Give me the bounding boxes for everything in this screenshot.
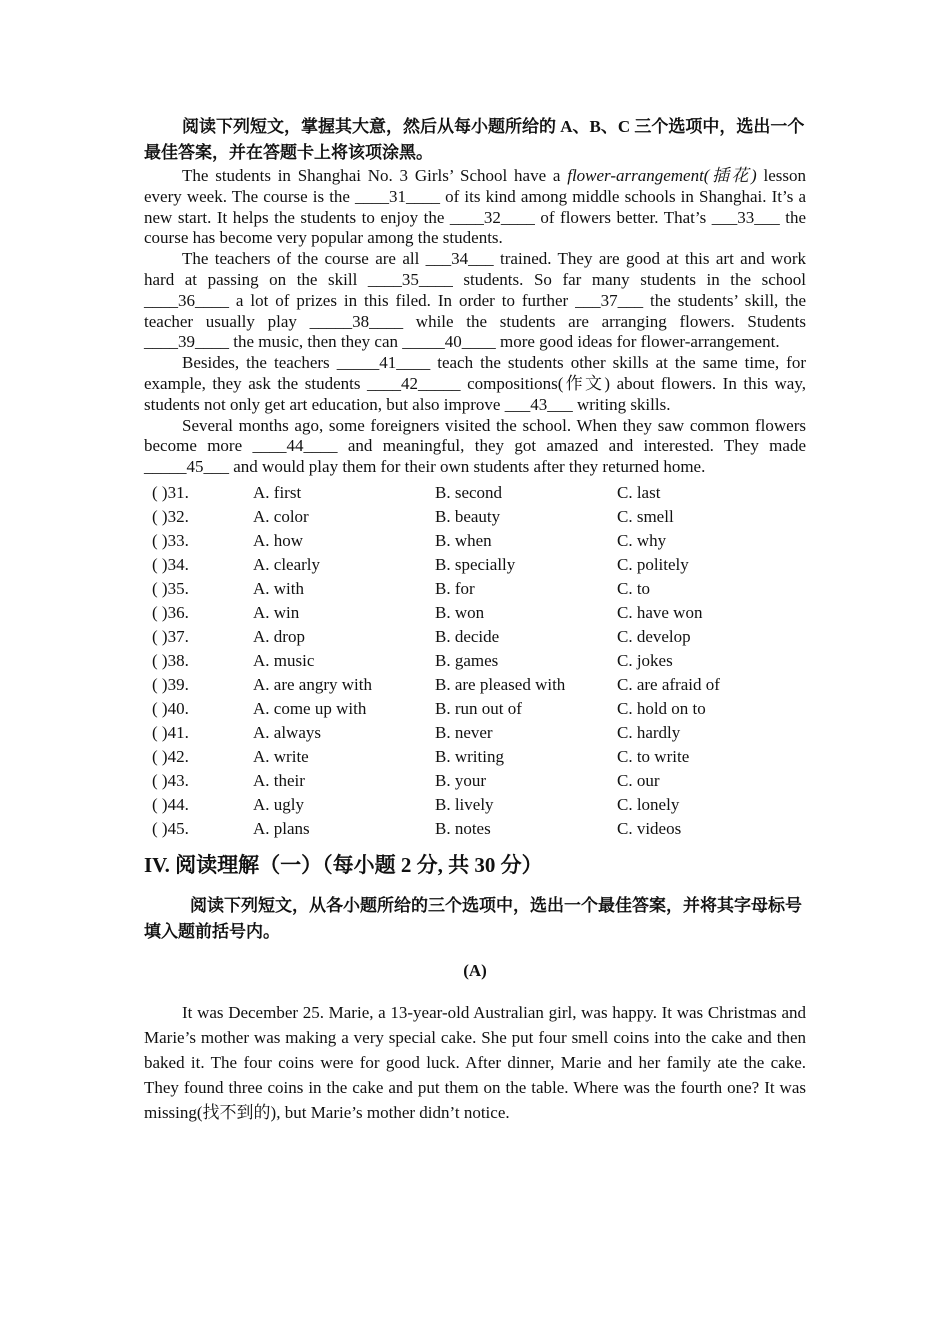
cloze-paragraph-1 — [144, 166, 806, 249]
document-page — [144, 114, 806, 1125]
cloze-paragraph-1-rest: lesson every week. The course is the ____31____ of its kind among middle schools in Shanghai. It’s a new start. It helps the students to enjoy the ____32____ of flowers better. That’s ___33___ the course has become very popular among the students. — [144, 166, 806, 248]
option-b: B. never — [435, 722, 493, 742]
option-row — [144, 553, 806, 577]
option-a: A. color — [253, 506, 309, 526]
passage-a-text: It was December 25. Marie, a 13-year-old Australian girl, was happy. It was Christmas and Marie’s mother was making a very special cake. She put four smell coins into the cake and then baked it. The four coins were for good luck. After dinner, Marie and her family ate the cake. They found three coins in the cake and put them on the table. Where was the fourth one? It was missing(找不到的), but Marie’s mother didn’t notice. — [144, 1002, 806, 1122]
option-row — [144, 673, 806, 697]
option-row — [144, 745, 806, 769]
option-a: A. always — [253, 722, 321, 742]
question-number: ( )35. — [152, 578, 189, 598]
cloze-paragraph-2: The teachers of the course are all ___34___ trained. They are good at this art and work hard at passing on the skill ____35____ students. So far many students in the school ____36____ a lot of prizes in this filed. In order to further ___37___ the students’ skill, the teacher usually play _____38____ while the students are arranging flowers. Students ____39____ the music, then they can _____40____ more good ideas for flower-arrangement. — [144, 249, 806, 352]
option-c: C. have won — [617, 602, 703, 622]
option-b: B. notes — [435, 818, 491, 838]
question-number: ( )37. — [152, 626, 189, 646]
option-b: B. second — [435, 482, 503, 502]
option-row — [144, 817, 806, 841]
option-c: C. develop — [617, 626, 691, 646]
option-b: B. are pleased with — [435, 674, 566, 694]
option-row — [144, 649, 806, 673]
option-a: A. how — [253, 530, 304, 550]
question-number: ( )34. — [152, 554, 189, 574]
option-b: B. lively — [435, 794, 494, 814]
option-b: B. when — [435, 530, 492, 550]
question-number: ( )42. — [152, 746, 189, 766]
option-row — [144, 481, 806, 505]
option-row — [144, 721, 806, 745]
option-b: B. specially — [435, 554, 516, 574]
question-number: ( )39. — [152, 674, 189, 694]
question-number: ( )40. — [152, 698, 189, 718]
question-number: ( )38. — [152, 650, 189, 670]
option-c: C. are afraid of — [617, 674, 720, 694]
cloze-instructions: 阅读下列短文，掌握其大意，然后从每小题所给的 A、B、C 三个选项中，选出一个最佳答案，并在答题卡上将该项涂黑。 — [144, 117, 805, 162]
option-a: A. clearly — [253, 554, 321, 574]
option-c: C. to — [617, 578, 651, 598]
option-b: B. games — [435, 650, 499, 670]
question-number: ( )41. — [152, 722, 189, 742]
option-c: C. videos — [617, 818, 682, 838]
option-b: B. decide — [435, 626, 500, 646]
option-c: C. smell — [617, 506, 674, 526]
option-a: A. are angry with — [253, 674, 372, 694]
option-c: C. to write — [617, 746, 690, 766]
option-c: C. hardly — [617, 722, 681, 742]
option-a: A. come up with — [253, 698, 367, 718]
question-number: ( )36. — [152, 602, 189, 622]
question-number: ( )45. — [152, 818, 189, 838]
option-row — [144, 505, 806, 529]
question-number: ( )43. — [152, 770, 189, 790]
cloze-paragraph-1-start: The students in Shanghai No. 3 Girls’ School have a — [182, 166, 568, 185]
option-row — [144, 601, 806, 625]
option-b: B. your — [435, 770, 486, 790]
option-row — [144, 769, 806, 793]
section-4-title: IV. 阅读理解（一）（每小题 2 分, 共 30 分） — [144, 852, 543, 877]
option-b: B. won — [435, 602, 485, 622]
option-row — [144, 529, 806, 553]
question-number: ( )44. — [152, 794, 189, 814]
option-row — [144, 793, 806, 817]
option-c: C. jokes — [617, 650, 673, 670]
option-c: C. politely — [617, 554, 689, 574]
option-c: C. lonely — [617, 794, 680, 814]
option-a: A. win — [253, 602, 300, 622]
option-a: A. plans — [253, 818, 310, 838]
option-a: A. their — [253, 770, 305, 790]
option-row — [144, 697, 806, 721]
passage-a-label: (A) — [463, 960, 487, 980]
option-c: C. our — [617, 770, 660, 790]
question-number: ( )32. — [152, 506, 189, 526]
option-row — [144, 625, 806, 649]
flower-arrangement-term: flower-arrangement(插花) — [567, 166, 757, 185]
option-a: A. music — [253, 650, 315, 670]
cloze-options-list — [144, 481, 806, 841]
cloze-paragraph-4: Several months ago, some foreigners visited the school. When they saw common flowers become more ____44____ and meaningful, they got amazed and interested. They made _____45___ and would play them for their own students after they returned home. — [144, 415, 806, 477]
option-row — [144, 577, 806, 601]
question-number: ( )31. — [152, 482, 189, 502]
option-c: C. last — [617, 482, 661, 502]
option-a: A. first — [253, 482, 302, 502]
option-c: C. why — [617, 530, 667, 550]
option-a: A. with — [253, 578, 304, 598]
option-a: A. write — [253, 746, 309, 766]
option-b: B. run out of — [435, 698, 522, 718]
option-b: B. for — [435, 578, 475, 598]
cloze-paragraph-3: Besides, the teachers _____41____ teach the students other skills at the same time, for example, they ask the students ____42_____ compositions(作文) about flowers. In this way, students not only get art education, but also improve ___43___ writing skills. — [144, 353, 806, 414]
option-a: A. ugly — [253, 794, 304, 814]
reading-instructions: 阅读下列短文，从各小题所给的三个选项中，选出一个最佳答案，并将其字母标号填入题前括号内。 — [144, 895, 802, 941]
option-c: C. hold on to — [617, 698, 706, 718]
option-b: B. beauty — [435, 506, 501, 526]
question-number: ( )33. — [152, 530, 189, 550]
option-a: A. drop — [253, 626, 305, 646]
option-b: B. writing — [435, 746, 504, 766]
